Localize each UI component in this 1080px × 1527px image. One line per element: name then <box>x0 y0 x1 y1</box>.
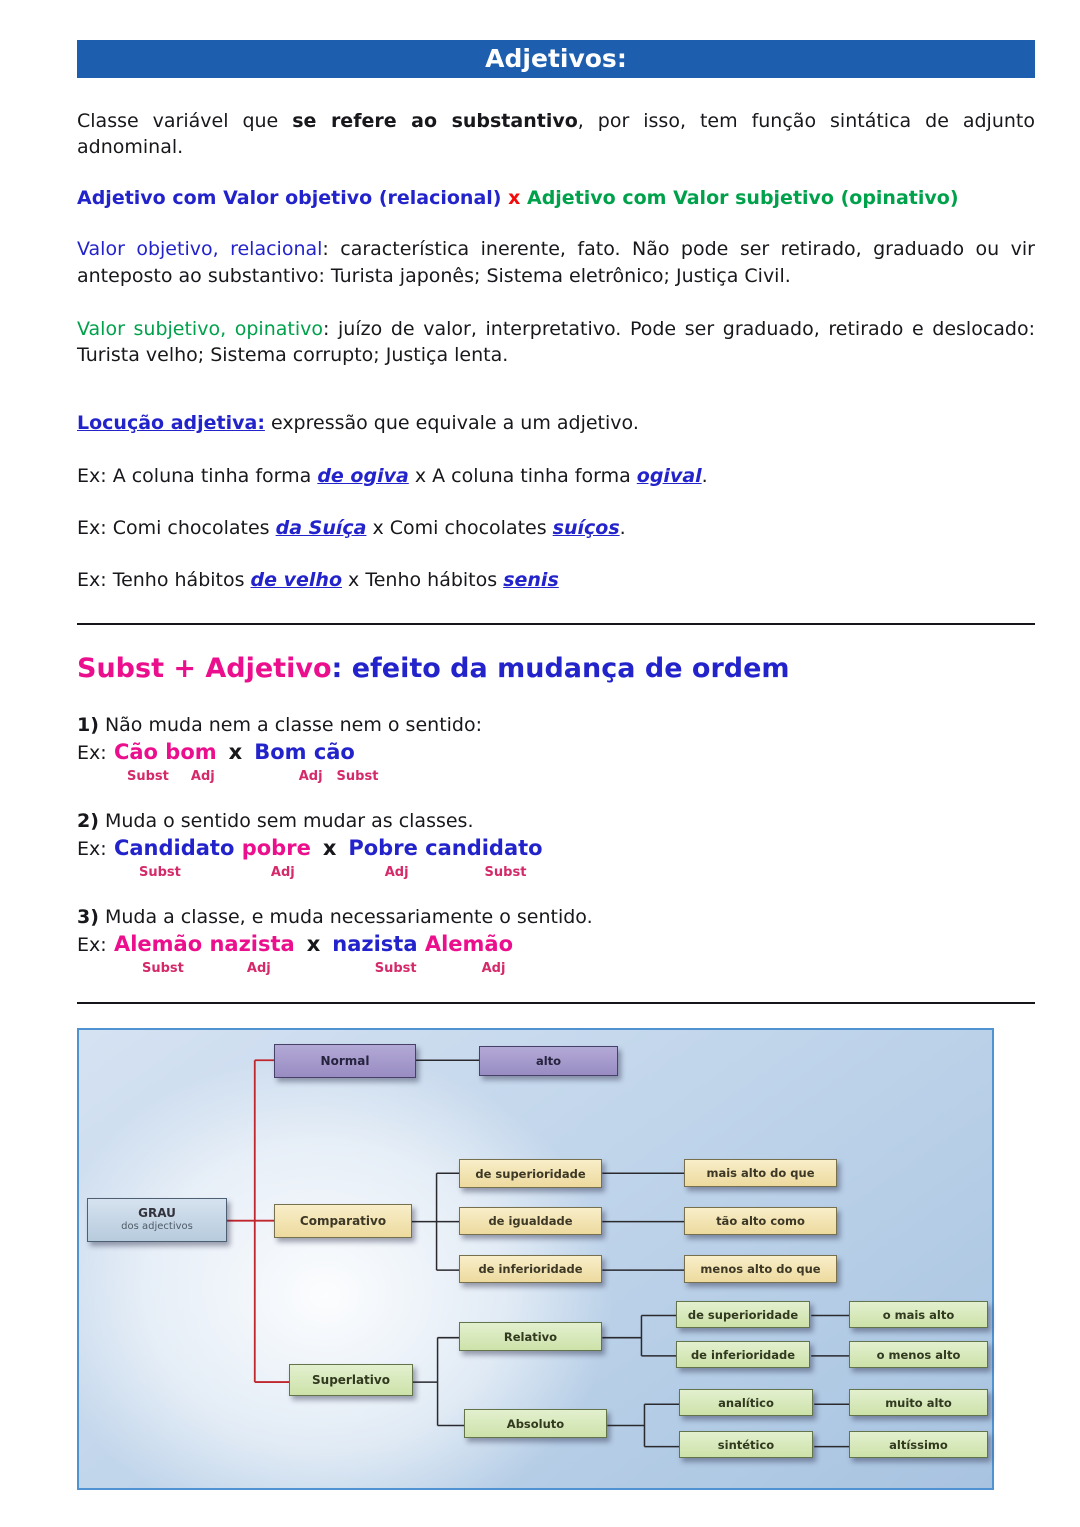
document-title-bar <box>77 40 1035 78</box>
text-segment: Muda a classe, e muda necessariamente o sentido. <box>98 906 593 929</box>
pos-tag: Adj <box>190 768 215 784</box>
pair-word: Candidato <box>113 836 235 861</box>
locucao-example-1 <box>77 463 1035 489</box>
text-segment: Ex: A coluna tinha forma <box>77 464 318 487</box>
example-pair-3 <box>77 931 1035 958</box>
pair-word: Bom cão <box>254 740 355 765</box>
locucao-example-2 <box>77 515 1035 541</box>
diagram-node-rel-superioridade: de superioridade <box>676 1301 810 1328</box>
text-segment: Ex: Tenho hábitos <box>77 568 251 591</box>
rule-1-text <box>77 714 1035 736</box>
example-label: Ex: <box>77 838 107 861</box>
diagram-node-comp-igualdade: de igualdade <box>459 1207 602 1235</box>
rule-2-text <box>77 810 1035 832</box>
diagram-node-grau <box>87 1198 227 1242</box>
section-title-pink: Subst + Adjetivo <box>77 653 332 685</box>
subjective-label: Adjetivo com Valor subjetivo (opinativo) <box>526 187 959 210</box>
example-label: Ex: <box>77 934 107 957</box>
locucao-example-3 <box>77 567 1035 593</box>
text-segment: Não muda nem a classe nem o sentido: <box>98 714 483 737</box>
diagram-node-comp-superioridade-example: mais alto do que <box>684 1159 837 1187</box>
intro-paragraph <box>77 108 1035 160</box>
text-segment: . <box>619 516 626 539</box>
diagram-node-abs-sintetico-example: altíssimo <box>849 1431 988 1458</box>
rule-3-text <box>77 906 1035 928</box>
diagram-node-comparativo: Comparativo <box>274 1204 412 1238</box>
adjective-phrase: de ogiva <box>317 464 409 487</box>
versus-x: x <box>508 187 521 210</box>
pair-word: Cão bom <box>113 740 217 765</box>
example-pair-1 <box>77 739 1035 766</box>
pair-word: nazista <box>332 932 418 957</box>
adjective-phrase: da Suíça <box>275 516 367 539</box>
locucao-lead: Locução adjetiva: <box>77 412 265 435</box>
text-segment: Classe variável que <box>77 110 293 132</box>
diagram-node-comp-igualdade-example: tão alto como <box>684 1207 837 1235</box>
adjective-phrase: de velho <box>250 568 343 591</box>
pair-x: x <box>228 740 243 765</box>
pair-x: x <box>306 932 321 957</box>
pair-word: Alemão nazista <box>113 932 295 957</box>
adjective-word: ogival <box>636 464 702 487</box>
diagram-node-rel-inferioridade-example: o menos alto <box>849 1341 988 1368</box>
text-segment: : juízo de valor, interpretativo. Pode ser graduado, retirado e deslocado: Turista velho; Sistema corrupto; Justiça lenta. <box>77 317 1036 367</box>
objective-value-paragraph <box>77 236 1035 288</box>
objective-vs-subjective-heading <box>77 187 1035 209</box>
pos-tag: Subst <box>142 960 184 976</box>
pos-tags-row-1 <box>77 768 1035 786</box>
diagram-node-rel-superioridade-example: o mais alto <box>849 1301 988 1328</box>
grau-subtitle: dos adjectivos <box>121 1221 193 1233</box>
diagram-node-rel-inferioridade: de inferioridade <box>676 1341 810 1368</box>
degree-diagram <box>77 1028 994 1490</box>
text-segment: x A coluna tinha forma <box>408 464 637 487</box>
example-pair-2 <box>77 835 1035 862</box>
diagram-node-normal: Normal <box>274 1044 416 1078</box>
section-title-blue: : efeito da mudança de ordem <box>331 653 790 685</box>
pos-tag: Subst <box>374 960 417 976</box>
text-segment: x Comi chocolates <box>366 516 553 539</box>
diagram-node-abs-sintetico: sintético <box>679 1431 813 1458</box>
text-segment: Ex: Comi chocolates <box>77 516 276 539</box>
pos-tags-row-3 <box>77 960 1035 978</box>
text-segment: x Tenho hábitos <box>342 568 504 591</box>
locucao-definition <box>77 410 1035 436</box>
rule-number: 1) <box>77 714 99 737</box>
pos-tag: Adj <box>298 768 323 784</box>
text-segment: Muda o sentido sem mudar as classes. <box>98 810 474 833</box>
pos-tag: Adj <box>481 960 506 976</box>
pair-word: Alemão <box>424 932 514 957</box>
text-segment: : característica inerente, fato. Não pode ser retirado, graduado ou vir anteposto ao substantivo: Turista japonês; Sistema eletrônico; Justiça Civil. <box>77 238 1035 287</box>
text-segment: , por isso, tem função sintática de adjunto adnominal. <box>77 110 1035 159</box>
text-segment-bold: se refere ao substantivo <box>292 110 578 132</box>
pos-tag: Subst <box>336 768 379 784</box>
diagram-node-comp-inferioridade-example: menos alto do que <box>684 1255 837 1283</box>
text-segment: . <box>701 464 708 487</box>
diagram-node-normal-example: alto <box>479 1046 618 1076</box>
diagram-node-abs-analitico: analítico <box>679 1389 813 1416</box>
rule-number: 3) <box>77 906 99 929</box>
pos-tag: Subst <box>484 864 527 880</box>
pos-tag: Subst <box>139 864 181 880</box>
diagram-node-comp-superioridade: de superioridade <box>459 1159 602 1188</box>
subjective-value-paragraph <box>77 316 1035 368</box>
adjective-word: suíços <box>552 516 620 539</box>
pair-word: Pobre candidato <box>348 836 543 861</box>
grau-title: GRAU <box>138 1206 176 1221</box>
pos-tag: Subst <box>127 768 169 784</box>
diagram-node-comp-inferioridade: de inferioridade <box>459 1255 602 1283</box>
diagram-node-absoluto: Absoluto <box>464 1409 607 1438</box>
diagram-node-abs-analitico-example: muito alto <box>849 1389 988 1416</box>
subjective-lead: Valor subjetivo, opinativo <box>77 317 323 340</box>
pos-tags-row-2 <box>77 864 1035 882</box>
text-segment: expressão que equivale a um adjetivo. <box>264 412 639 435</box>
pos-tag: Adj <box>270 864 295 880</box>
adjective-word: senis <box>503 568 559 591</box>
pair-x: x <box>322 836 337 861</box>
section-divider <box>77 623 1035 625</box>
objective-lead: Valor objetivo, relacional <box>77 238 323 261</box>
diagram-node-superlativo: Superlativo <box>289 1364 413 1396</box>
objective-label: Adjetivo com Valor objetivo (relacional) <box>77 187 502 210</box>
page-title: Adjetivos: <box>485 44 627 73</box>
rule-number: 2) <box>77 810 99 833</box>
pair-word: pobre <box>241 836 311 861</box>
pos-tag: Adj <box>384 864 409 880</box>
example-label: Ex: <box>77 742 107 765</box>
diagram-node-relativo: Relativo <box>459 1322 602 1351</box>
section-divider <box>77 1002 1035 1004</box>
section-title <box>77 653 1035 684</box>
pos-tag: Adj <box>246 960 271 976</box>
